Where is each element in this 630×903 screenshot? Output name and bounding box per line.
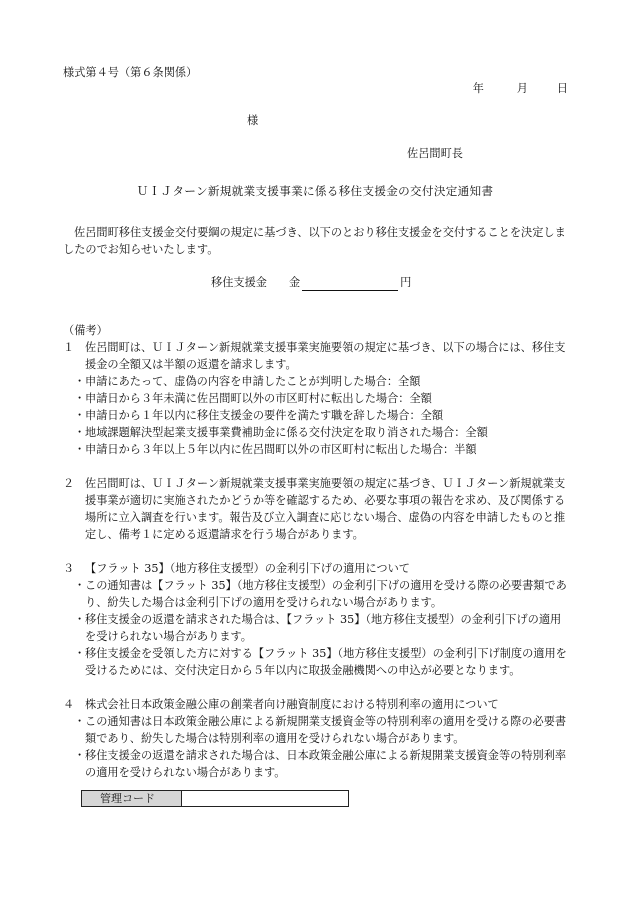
section-text: 【フラット 35】（地方移住支援型）の金利引下げの適用について <box>85 562 410 575</box>
remark-section-4 <box>63 696 569 781</box>
date-year-label: 年 <box>472 82 484 95</box>
remarks-heading: （備考） <box>63 324 108 337</box>
list-item: ・ 移住支援金を受領した方に対する【フラット 35】（地方移住支援型）の金利引下げ制度の適用を受けるためには、交付決定日から５年以内に取扱金融機関への申込が必要となります。 <box>74 647 567 677</box>
list-item: ・ 申請日から１年以内に移住支援金の要件を満たす職を辞した場合：全額 <box>74 409 444 422</box>
section-text: 佐呂間町は、ＵＩＪターン新規就業支援事業実施要領の規定に基づき、以下の場合には、移住支援金の全額又は半額の返還を請求します。 <box>85 341 566 371</box>
intro-paragraph: 佐呂間町移住支援金交付要綱の規定に基づき、以下のとおり移住支援金を交付することを決定しましたのでお知らせいたします。 <box>63 226 566 256</box>
management-code-field[interactable] <box>182 791 349 807</box>
section-number: ４ <box>63 698 75 711</box>
date-month-label: 月 <box>516 82 528 95</box>
list-item: ・ 移住支援金の返還を請求された場合は、日本政策金融公庫による新規開業支援資金等の特別利率の適用を受けられない場合があります。 <box>74 749 567 779</box>
bullet-list <box>63 713 569 781</box>
amount-line <box>211 274 411 291</box>
list-item: ・ この通知書は【フラット 35】（地方移住支援型）の金利引下げの適用を受ける際の必要書類であり、紛失した場合は金利引下げの適用を受けられない場合があります。 <box>74 579 567 609</box>
list-item: ・ 申請日から３年未満に佐呂間町以外の市区町村に転出した場合：全額 <box>74 392 432 405</box>
form-number: 様式第４号（第６条関係） <box>63 66 198 79</box>
list-item: ・ この通知書は日本政策金融公庫による新規開業支援資金等の特別利率の適用を受ける際の必要書類であり、紛失した場合は特別利率の適用を受けられない場合があります。 <box>74 715 567 745</box>
list-item: ・ 申請にあたって、虚偽の内容を申請したことが判明した場合：全額 <box>74 375 421 388</box>
date-line <box>473 80 568 97</box>
document-title: ＵＩＪターン新規就業支援事業に係る移住支援金の交付決定通知書 <box>136 184 494 198</box>
remark-section-1 <box>63 339 569 458</box>
amount-suffix: 円 <box>400 276 412 289</box>
list-item: ・ 地域課題解決型起業支援事業費補助金に係る交付決定を取り消された場合：全額 <box>74 426 488 439</box>
bullet-list <box>63 373 569 458</box>
section-number: ２ <box>63 477 75 490</box>
section-text: 株式会社日本政策金融公庫の創業者向け融資制度における特別利率の適用について <box>85 698 499 711</box>
section-number: ３ <box>63 562 75 575</box>
bullet-list <box>63 577 569 679</box>
remark-section-2 <box>63 475 569 543</box>
remarks-block <box>63 322 569 781</box>
addressee-suffix: 様 <box>247 114 259 127</box>
list-item: ・ 申請日から３年以上５年以内に佐呂間町以外の市区町村に転出した場合：半額 <box>74 443 477 456</box>
issuer-name: 佐呂間町長 <box>407 147 463 160</box>
amount-label: 移住支援金 <box>211 276 267 289</box>
section-text: 佐呂間町は、ＵＩＪターン新規就業支援事業実施要領の規定に基づき、ＵＩＪターン新規就業支援事業が適切に実施されたかどうか等を確認するため、必要な事項の報告を求め、及び関係する場所に立入調査を行います。報告及び立入調査に応じない場合、虚偽の内容を申請したものと推定し、備考１に定める返還請求を行う場合があります。 <box>85 477 566 541</box>
management-code-label: 管理コード <box>82 791 182 807</box>
amount-prefix: 金 <box>288 276 301 289</box>
management-code-table <box>81 790 349 807</box>
remark-section-3 <box>63 560 569 679</box>
date-day-label: 日 <box>556 82 568 95</box>
section-number: １ <box>63 341 75 354</box>
list-item: ・ 移住支援金の返還を請求された場合は、【フラット 35】（地方移住支援型）の金利引下げの適用を受けられない場合があります。 <box>74 613 562 643</box>
amount-blank <box>302 276 398 291</box>
